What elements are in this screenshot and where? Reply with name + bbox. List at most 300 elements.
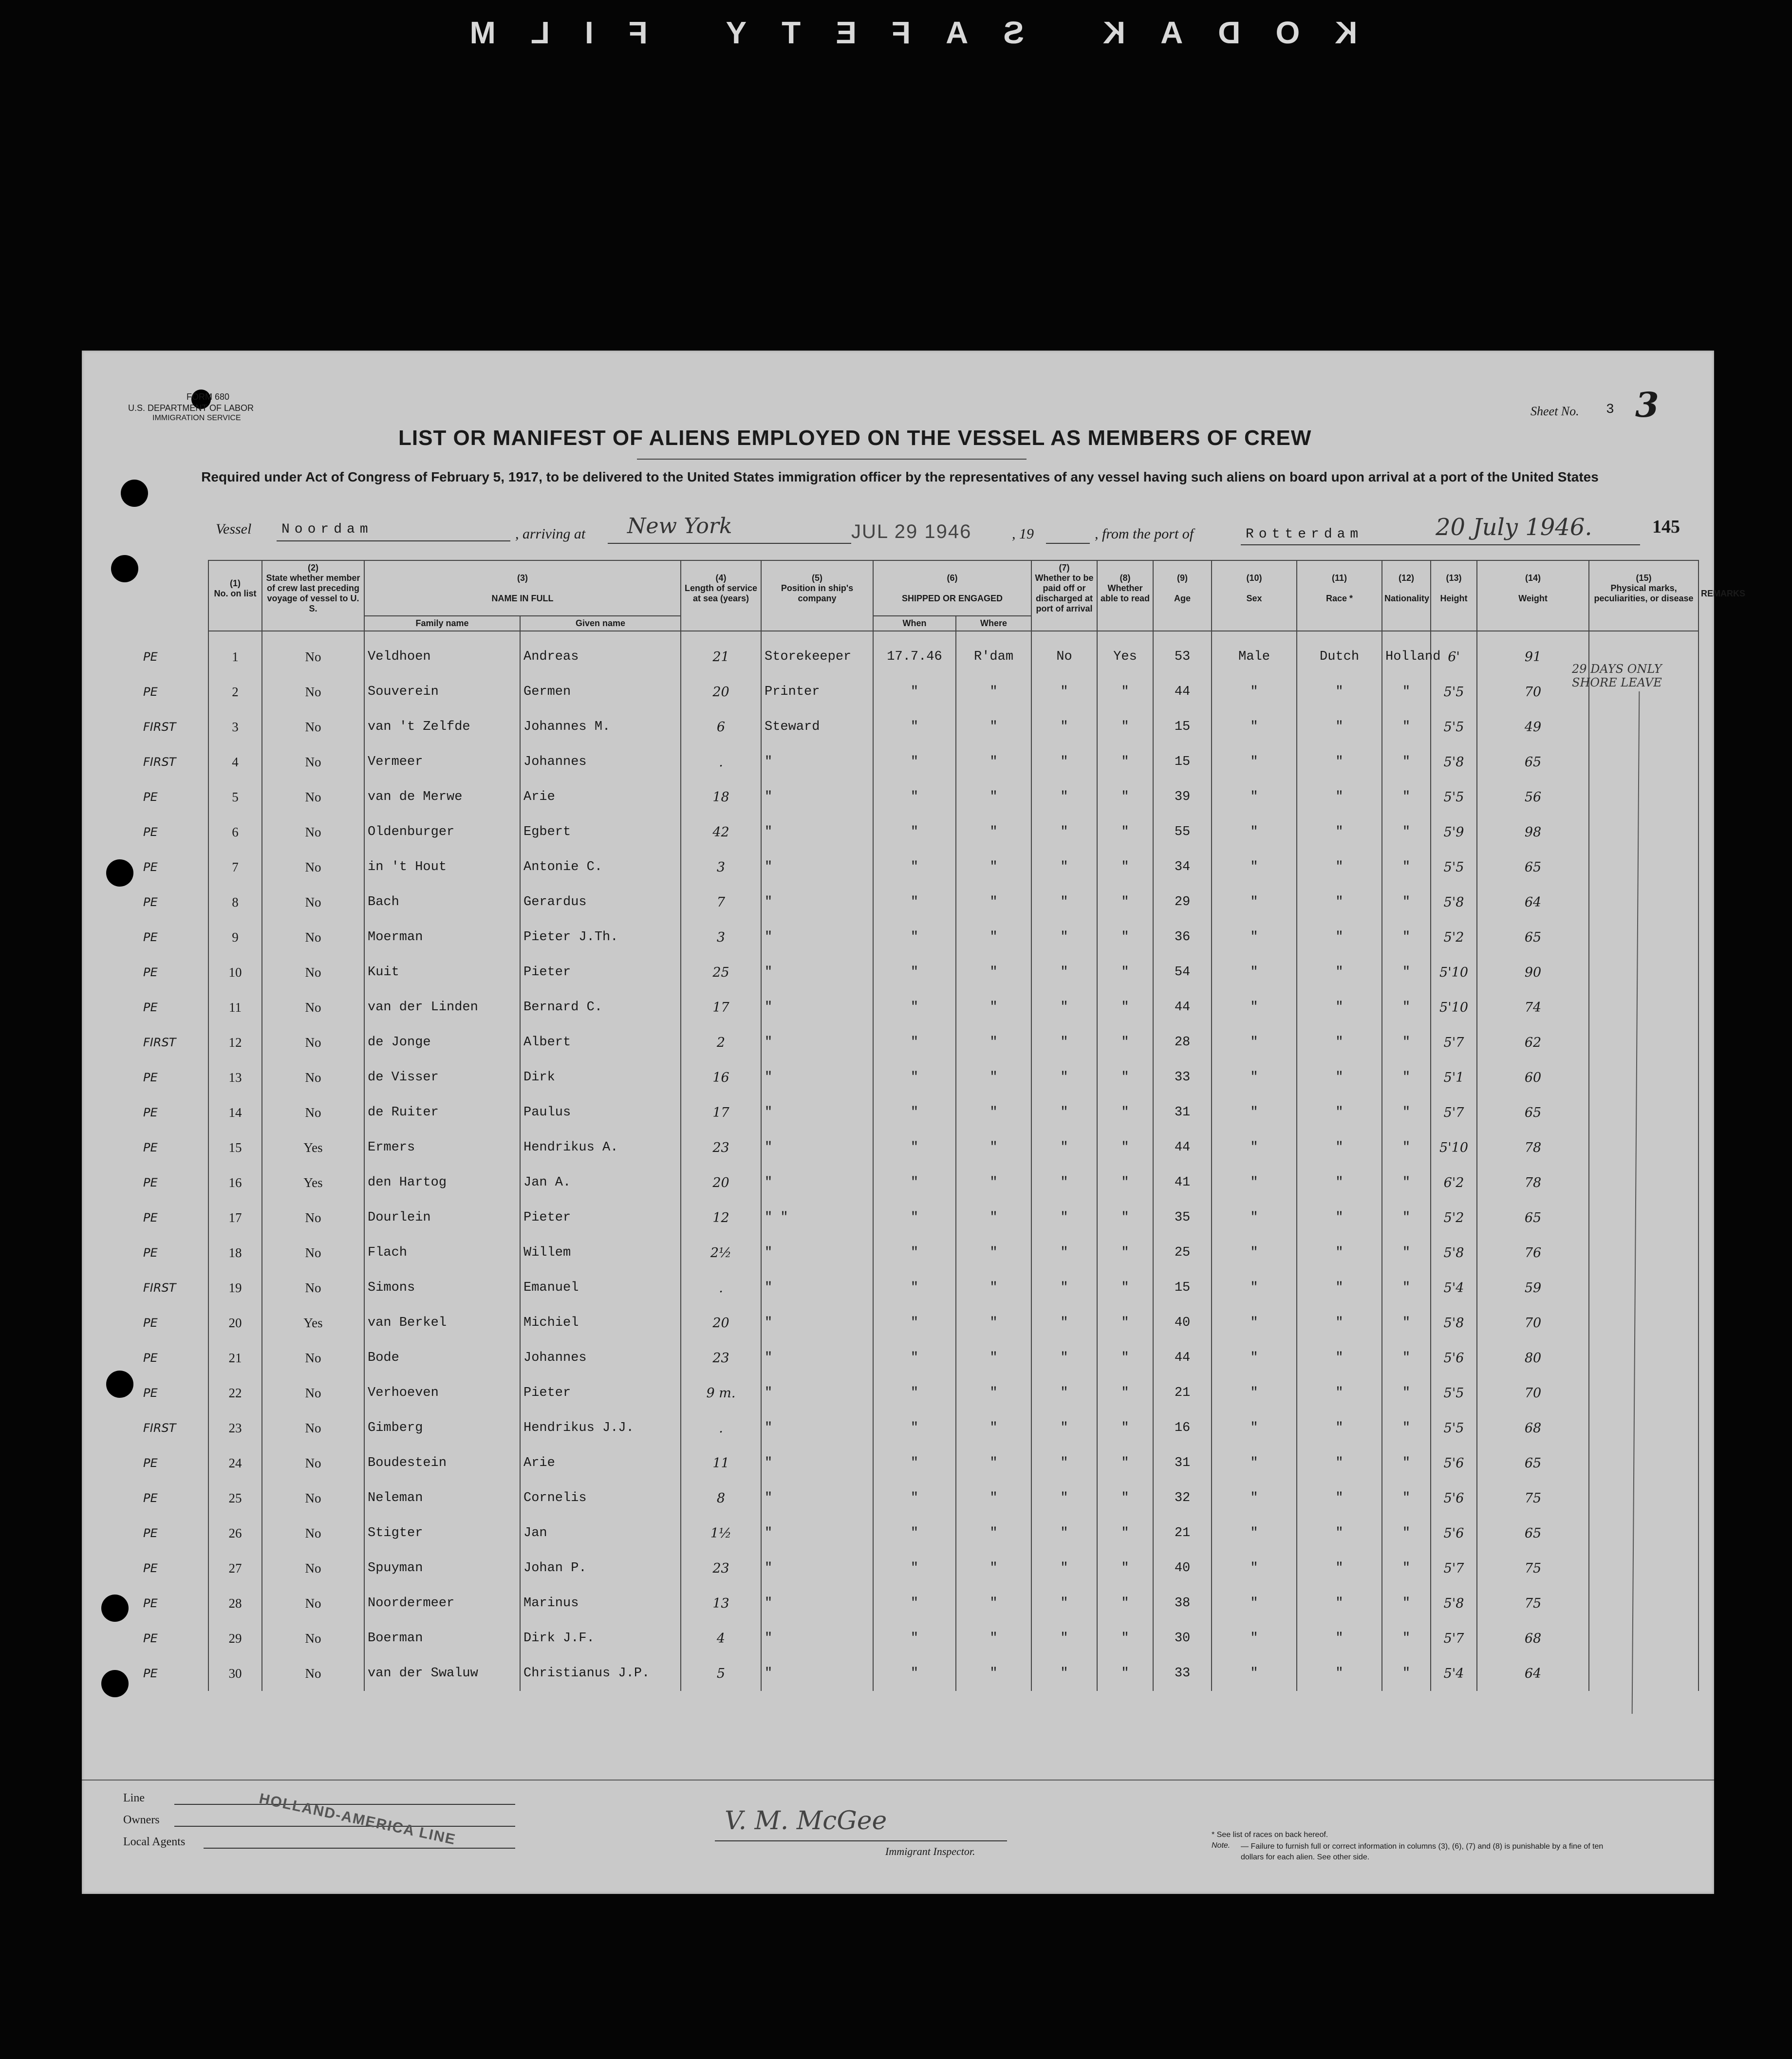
row-position: " xyxy=(761,1270,873,1305)
company-stamp: HOLLAND-AMERICA LINE xyxy=(258,1790,458,1848)
row-shipped-where: " xyxy=(956,1621,1031,1656)
row-service-length: 6 xyxy=(681,709,761,744)
row-nationality: Holland xyxy=(1382,639,1431,674)
row-shipped-when: " xyxy=(873,1516,956,1551)
row-mark: PE xyxy=(143,1141,158,1154)
row-family-name: van der Linden xyxy=(364,990,520,1025)
row-able-read: " xyxy=(1097,1586,1153,1621)
row-sex: " xyxy=(1212,1060,1297,1095)
row-weight: 76 xyxy=(1477,1235,1589,1270)
header-where: Where xyxy=(956,616,1031,631)
row-height: 5'7 xyxy=(1431,1551,1477,1586)
row-given-name: Paulus xyxy=(520,1095,681,1130)
row-number: 26 xyxy=(208,1516,262,1551)
row-race: " xyxy=(1297,885,1382,920)
arrival-port: New York xyxy=(627,514,732,538)
row-nationality: " xyxy=(1382,1305,1431,1340)
row-mark: PE xyxy=(143,860,158,874)
row-shipped-where: " xyxy=(956,1235,1031,1270)
row-previous-voyage: Yes xyxy=(262,1305,364,1340)
row-physical-marks xyxy=(1589,920,1699,955)
row-race: " xyxy=(1297,1060,1382,1095)
crew-row xyxy=(140,1516,1699,1551)
row-position: " xyxy=(761,744,873,779)
row-physical-marks xyxy=(1589,1060,1699,1095)
row-shipped-when: " xyxy=(873,920,956,955)
row-mark: PE xyxy=(143,965,158,979)
row-weight: 80 xyxy=(1477,1340,1589,1375)
row-position: " xyxy=(761,920,873,955)
header-family-name: Family name xyxy=(364,616,520,631)
row-given-name: Antonie C. xyxy=(520,850,681,885)
header-no-on-list: No. on list xyxy=(214,588,257,598)
row-shipped-when: " xyxy=(873,1235,956,1270)
row-mark: PE xyxy=(143,1561,158,1575)
row-physical-marks xyxy=(1589,885,1699,920)
row-weight: 75 xyxy=(1477,1586,1589,1621)
row-able-read: " xyxy=(1097,1060,1153,1095)
col-num: (1) xyxy=(230,578,241,588)
row-sex: " xyxy=(1212,1270,1297,1305)
row-position: " xyxy=(761,1340,873,1375)
row-able-read: " xyxy=(1097,1621,1153,1656)
row-shipped-when: " xyxy=(873,1586,956,1621)
crew-row xyxy=(140,674,1699,709)
row-position: " xyxy=(761,850,873,885)
row-service-length: 4 xyxy=(681,1621,761,1656)
row-nationality: " xyxy=(1382,1586,1431,1621)
row-paid-off: " xyxy=(1031,1551,1097,1586)
row-age: 39 xyxy=(1153,779,1212,815)
col-num: (3) xyxy=(517,573,528,583)
row-service-length: 21 xyxy=(681,639,761,674)
row-family-name: Vermeer xyxy=(364,744,520,779)
row-shipped-where: " xyxy=(956,990,1031,1025)
row-physical-marks xyxy=(1589,1516,1699,1551)
row-mark: FIRST xyxy=(143,720,176,734)
row-previous-voyage: No xyxy=(262,1586,364,1621)
row-position: " xyxy=(761,1410,873,1446)
row-previous-voyage: No xyxy=(262,639,364,674)
row-position: Printer xyxy=(761,674,873,709)
row-sex: " xyxy=(1212,990,1297,1025)
page-subtitle: Required under Act of Congress of February 5, 1917, to be delivered to the United States immigration officer by the representatives of any vessel having such aliens on board upon arrival at a port of the United States xyxy=(201,469,1599,484)
row-sex: " xyxy=(1212,1481,1297,1516)
row-mark: PE xyxy=(143,790,158,804)
row-sex: " xyxy=(1212,1621,1297,1656)
col-num: (14) xyxy=(1525,573,1541,583)
row-shipped-when: " xyxy=(873,1200,956,1235)
row-nationality: " xyxy=(1382,1410,1431,1446)
row-given-name: Bernard C. xyxy=(520,990,681,1025)
row-mark: FIRST xyxy=(143,1036,176,1049)
row-service-length: 23 xyxy=(681,1130,761,1165)
row-mark: PE xyxy=(143,1316,158,1330)
header-state-crew: State whether member of crew last preceding voyage of vessel to U. S. xyxy=(266,573,360,613)
row-sex: " xyxy=(1212,1130,1297,1165)
row-sex: " xyxy=(1212,885,1297,920)
row-able-read: " xyxy=(1097,1305,1153,1340)
row-service-length: 23 xyxy=(681,1551,761,1586)
year-underline xyxy=(1046,543,1090,544)
row-able-read: " xyxy=(1097,709,1153,744)
row-physical-marks xyxy=(1589,1621,1699,1656)
row-sex: " xyxy=(1212,815,1297,850)
row-nationality: " xyxy=(1382,1446,1431,1481)
row-previous-voyage: No xyxy=(262,1025,364,1060)
row-given-name: Johan P. xyxy=(520,1551,681,1586)
row-paid-off: " xyxy=(1031,1481,1097,1516)
row-paid-off: " xyxy=(1031,990,1097,1025)
row-mark: PE xyxy=(143,1456,158,1470)
row-age: 30 xyxy=(1153,1621,1212,1656)
row-age: 44 xyxy=(1153,990,1212,1025)
row-height: 5'6 xyxy=(1431,1516,1477,1551)
row-mark: PE xyxy=(143,1526,158,1540)
row-age: 44 xyxy=(1153,1340,1212,1375)
sheet-label: Sheet No. xyxy=(1531,404,1579,418)
row-physical-marks xyxy=(1589,1165,1699,1200)
row-age: 33 xyxy=(1153,1656,1212,1691)
inspector-label: Immigrant Inspector. xyxy=(885,1845,975,1857)
crew-row xyxy=(140,1270,1699,1305)
row-previous-voyage: No xyxy=(262,1551,364,1586)
row-mark: PE xyxy=(143,825,158,839)
header-name-in-full: NAME IN FULL xyxy=(491,593,554,603)
row-able-read: " xyxy=(1097,1481,1153,1516)
row-given-name: Johannes M. xyxy=(520,709,681,744)
row-paid-off: " xyxy=(1031,1025,1097,1060)
year-label: , 19 xyxy=(1012,526,1034,542)
note-label: Note. xyxy=(1212,1841,1231,1850)
row-position: " xyxy=(761,1095,873,1130)
row-weight: 70 xyxy=(1477,1305,1589,1340)
row-age: 41 xyxy=(1153,1165,1212,1200)
page-number: 145 xyxy=(1652,517,1680,537)
crew-row xyxy=(140,1621,1699,1656)
row-position: " xyxy=(761,815,873,850)
row-family-name: Verhoeven xyxy=(364,1375,520,1410)
row-weight: 65 xyxy=(1477,1516,1589,1551)
film-edge-text: KODAK SAFETY FILM xyxy=(434,15,1358,50)
row-shipped-when: " xyxy=(873,1060,956,1095)
row-able-read: " xyxy=(1097,1235,1153,1270)
row-age: 33 xyxy=(1153,1060,1212,1095)
row-position: " xyxy=(761,1446,873,1481)
row-shipped-when: " xyxy=(873,955,956,990)
row-service-length: 11 xyxy=(681,1446,761,1481)
row-shipped-when: " xyxy=(873,674,956,709)
row-height: 5'2 xyxy=(1431,920,1477,955)
row-given-name: Emanuel xyxy=(520,1270,681,1305)
row-previous-voyage: No xyxy=(262,674,364,709)
row-weight: 65 xyxy=(1477,1446,1589,1481)
row-given-name: Hendrikus J.J. xyxy=(520,1410,681,1446)
row-mark: PE xyxy=(143,1176,158,1189)
punch-hole xyxy=(111,555,138,582)
departure-date: 20 July 1946. xyxy=(1436,514,1592,541)
crew-row xyxy=(140,990,1699,1025)
header-shipped: SHIPPED OR ENGAGED xyxy=(902,593,1003,603)
row-family-name: Gimberg xyxy=(364,1410,520,1446)
row-able-read: " xyxy=(1097,674,1153,709)
row-able-read: " xyxy=(1097,1656,1153,1691)
col-num: (6) xyxy=(947,573,958,583)
crew-row xyxy=(140,1200,1699,1235)
row-nationality: " xyxy=(1382,815,1431,850)
row-service-length: 17 xyxy=(681,1095,761,1130)
row-paid-off: No xyxy=(1031,639,1097,674)
row-height: 5'5 xyxy=(1431,709,1477,744)
row-sex: " xyxy=(1212,1516,1297,1551)
row-weight: 90 xyxy=(1477,955,1589,990)
row-physical-marks xyxy=(1589,1375,1699,1410)
row-paid-off: " xyxy=(1031,1060,1097,1095)
row-mark: PE xyxy=(143,1386,158,1400)
row-physical-marks xyxy=(1589,955,1699,990)
row-previous-voyage: No xyxy=(262,1200,364,1235)
row-family-name: de Visser xyxy=(364,1060,520,1095)
row-paid-off: " xyxy=(1031,815,1097,850)
row-given-name: Johannes xyxy=(520,744,681,779)
line-label: Line xyxy=(123,1792,145,1804)
row-mark: PE xyxy=(143,1106,158,1119)
row-position: " xyxy=(761,1165,873,1200)
row-previous-voyage: No xyxy=(262,1516,364,1551)
row-number: 28 xyxy=(208,1586,262,1621)
row-age: 28 xyxy=(1153,1025,1212,1060)
row-able-read: " xyxy=(1097,1340,1153,1375)
row-physical-marks xyxy=(1589,990,1699,1025)
row-weight: 70 xyxy=(1477,1375,1589,1410)
row-age: 53 xyxy=(1153,639,1212,674)
penalty-note: — Failure to furnish full or correct information in columns (3), (6), (7) and (8) is punishable by a fine of ten dollars for each alien. See other side. xyxy=(1241,1842,1604,1861)
row-sex: " xyxy=(1212,1165,1297,1200)
page-title: LIST OR MANIFEST OF ALIENS EMPLOYED ON THE VESSEL AS MEMBERS OF CREW xyxy=(398,426,1312,450)
row-given-name: Pieter J.Th. xyxy=(520,920,681,955)
row-height: 5'2 xyxy=(1431,1200,1477,1235)
row-weight: 75 xyxy=(1477,1551,1589,1586)
row-given-name: Willem xyxy=(520,1235,681,1270)
row-physical-marks xyxy=(1589,1656,1699,1691)
row-paid-off: " xyxy=(1031,1375,1097,1410)
row-physical-marks xyxy=(1589,1130,1699,1165)
row-service-length: 3 xyxy=(681,850,761,885)
row-number: 15 xyxy=(208,1130,262,1165)
row-service-length: 2½ xyxy=(681,1235,761,1270)
row-family-name: Dourlein xyxy=(364,1200,520,1235)
row-height: 5'5 xyxy=(1431,1375,1477,1410)
row-given-name: Albert xyxy=(520,1025,681,1060)
row-number: 20 xyxy=(208,1305,262,1340)
row-able-read: " xyxy=(1097,920,1153,955)
row-number: 24 xyxy=(208,1446,262,1481)
header-remarks: REMARKS xyxy=(1701,588,1746,598)
row-race: " xyxy=(1297,1095,1382,1130)
row-family-name: Boerman xyxy=(364,1621,520,1656)
row-paid-off: " xyxy=(1031,1340,1097,1375)
row-family-name: Bach xyxy=(364,885,520,920)
row-physical-marks xyxy=(1589,1200,1699,1235)
row-number: 7 xyxy=(208,850,262,885)
row-race: " xyxy=(1297,1235,1382,1270)
row-family-name: van Berkel xyxy=(364,1305,520,1340)
row-previous-voyage: No xyxy=(262,1656,364,1691)
row-height: 5'6 xyxy=(1431,1340,1477,1375)
header-able-read: Whether able to read xyxy=(1101,583,1150,603)
row-service-length: 23 xyxy=(681,1340,761,1375)
row-height: 5'8 xyxy=(1431,1235,1477,1270)
row-service-length: . xyxy=(681,1270,761,1305)
row-position: " xyxy=(761,1375,873,1410)
row-sex: " xyxy=(1212,709,1297,744)
row-weight: 65 xyxy=(1477,744,1589,779)
row-nationality: " xyxy=(1382,1165,1431,1200)
row-age: 32 xyxy=(1153,1481,1212,1516)
row-paid-off: " xyxy=(1031,779,1097,815)
row-position: " xyxy=(761,1551,873,1586)
owners-underline xyxy=(174,1826,515,1827)
row-sex: Male xyxy=(1212,639,1297,674)
row-race: " xyxy=(1297,1165,1382,1200)
arriving-label: , arriving at xyxy=(515,526,586,542)
row-family-name: Neleman xyxy=(364,1481,520,1516)
row-shipped-when: " xyxy=(873,1270,956,1305)
row-shipped-when: " xyxy=(873,1130,956,1165)
row-race: " xyxy=(1297,1481,1382,1516)
row-previous-voyage: No xyxy=(262,990,364,1025)
row-given-name: Hendrikus A. xyxy=(520,1130,681,1165)
header-sex: Sex xyxy=(1246,594,1262,603)
row-height: 5'8 xyxy=(1431,1586,1477,1621)
row-number: 11 xyxy=(208,990,262,1025)
row-service-length: 17 xyxy=(681,990,761,1025)
row-previous-voyage: No xyxy=(262,885,364,920)
department-label: U.S. DEPARTMENT OF LABOR xyxy=(128,403,254,413)
vessel-underline xyxy=(277,540,510,541)
row-height: 5'10 xyxy=(1431,1130,1477,1165)
manifest-sheet xyxy=(82,351,1746,1894)
row-nationality: " xyxy=(1382,1340,1431,1375)
row-able-read: " xyxy=(1097,1516,1153,1551)
from-port-label: , from the port of xyxy=(1095,526,1194,542)
row-previous-voyage: No xyxy=(262,1446,364,1481)
row-shipped-where: " xyxy=(956,779,1031,815)
crew-row xyxy=(140,1586,1699,1621)
row-previous-voyage: No xyxy=(262,920,364,955)
row-age: 21 xyxy=(1153,1516,1212,1551)
row-given-name: Pieter xyxy=(520,1375,681,1410)
row-able-read: " xyxy=(1097,1200,1153,1235)
row-mark: FIRST xyxy=(143,1281,176,1295)
footer-rule xyxy=(82,1780,1714,1781)
row-shipped-when: " xyxy=(873,1305,956,1340)
row-physical-marks xyxy=(1589,1410,1699,1446)
crew-row xyxy=(140,744,1699,779)
row-sex: " xyxy=(1212,1410,1297,1446)
row-mark: PE xyxy=(143,1211,158,1224)
row-position: " " xyxy=(761,1200,873,1235)
row-number: 14 xyxy=(208,1095,262,1130)
row-number: 8 xyxy=(208,885,262,920)
row-nationality: " xyxy=(1382,1656,1431,1691)
row-service-length: 20 xyxy=(681,674,761,709)
row-shipped-where: " xyxy=(956,744,1031,779)
row-weight: 56 xyxy=(1477,779,1589,815)
row-weight: 68 xyxy=(1477,1621,1589,1656)
row-service-length: 13 xyxy=(681,1586,761,1621)
row-shipped-where: " xyxy=(956,1340,1031,1375)
row-paid-off: " xyxy=(1031,674,1097,709)
row-shipped-where: " xyxy=(956,1270,1031,1305)
row-nationality: " xyxy=(1382,1130,1431,1165)
row-able-read: " xyxy=(1097,1165,1153,1200)
col-num: (5) xyxy=(812,573,823,583)
row-number: 23 xyxy=(208,1410,262,1446)
row-age: 31 xyxy=(1153,1095,1212,1130)
row-sex: " xyxy=(1212,1586,1297,1621)
inspector-signature: V. M. McGee xyxy=(725,1806,887,1836)
sheet-number-handwritten: 3 xyxy=(1635,385,1659,425)
row-nationality: " xyxy=(1382,1025,1431,1060)
row-nationality: " xyxy=(1382,850,1431,885)
row-paid-off: " xyxy=(1031,1235,1097,1270)
row-weight: 98 xyxy=(1477,815,1589,850)
row-age: 16 xyxy=(1153,1410,1212,1446)
row-race: " xyxy=(1297,1305,1382,1340)
row-previous-voyage: No xyxy=(262,1270,364,1305)
row-service-length: 1½ xyxy=(681,1516,761,1551)
row-physical-marks xyxy=(1589,815,1699,850)
row-position: " xyxy=(761,990,873,1025)
row-shipped-where: " xyxy=(956,1551,1031,1586)
row-paid-off: " xyxy=(1031,744,1097,779)
row-paid-off: " xyxy=(1031,920,1097,955)
row-paid-off: " xyxy=(1031,1586,1097,1621)
row-race: " xyxy=(1297,955,1382,990)
row-race: " xyxy=(1297,815,1382,850)
row-position: " xyxy=(761,1586,873,1621)
row-mark: FIRST xyxy=(143,755,176,769)
crew-row xyxy=(140,1305,1699,1340)
row-family-name: Veldhoen xyxy=(364,639,520,674)
remarks-note: 29 DAYS ONLY SHORE LEAVE xyxy=(1572,662,1662,689)
form-number: FORM 680 xyxy=(187,392,230,402)
row-able-read: " xyxy=(1097,1095,1153,1130)
row-height: 5'5 xyxy=(1431,850,1477,885)
row-height: 5'9 xyxy=(1431,815,1477,850)
row-number: 5 xyxy=(208,779,262,815)
row-shipped-when: " xyxy=(873,1340,956,1375)
row-age: 15 xyxy=(1153,1270,1212,1305)
row-number: 4 xyxy=(208,744,262,779)
row-mark: PE xyxy=(143,930,158,944)
row-nationality: " xyxy=(1382,1481,1431,1516)
crew-row xyxy=(140,1095,1699,1130)
row-nationality: " xyxy=(1382,920,1431,955)
row-race: " xyxy=(1297,1551,1382,1586)
row-mark: PE xyxy=(143,1491,158,1505)
row-previous-voyage: No xyxy=(262,1621,364,1656)
row-service-length: 20 xyxy=(681,1305,761,1340)
row-race: " xyxy=(1297,1410,1382,1446)
crew-row xyxy=(140,1446,1699,1481)
row-mark: PE xyxy=(143,895,158,909)
row-nationality: " xyxy=(1382,779,1431,815)
row-race: " xyxy=(1297,1375,1382,1410)
row-shipped-where: " xyxy=(956,1410,1031,1446)
crew-row xyxy=(140,639,1699,674)
